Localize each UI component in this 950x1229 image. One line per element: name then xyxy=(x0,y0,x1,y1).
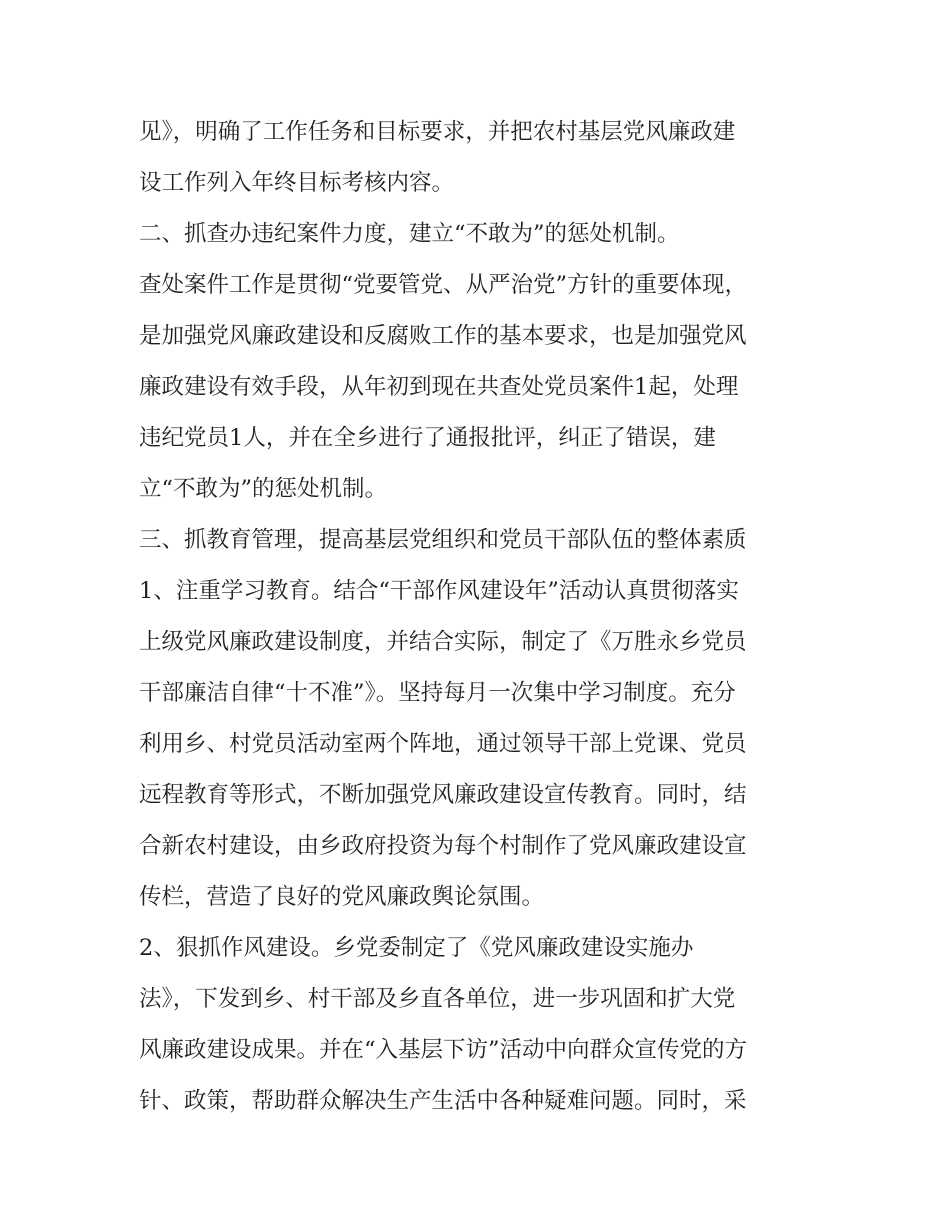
text-line: 干部廉洁自律“十不准”》。坚持每月一次集中学习制度。充分 xyxy=(139,680,736,706)
text-line: 查处案件工作是贯彻“党要管党、从严治党”方针的重要体现， xyxy=(139,272,748,298)
text-line: 利用乡、村党员活动室两个阵地，通过领导干部上党课、党员 xyxy=(139,731,747,757)
text-line: 远程教育等形式，不断加强党风廉政建设宣传教育。同时，结 xyxy=(139,782,747,808)
section-heading: 二、抓查办违纪案件力度，建立“不敢为”的惩处机制。 xyxy=(139,221,680,247)
text-line: 法》，下发到乡、村干部及乡直各单位，进一步巩固和扩大党 xyxy=(139,986,736,1012)
document-body xyxy=(139,107,814,1127)
text-line: 2、狠抓作风建设。乡党委制定了《党风廉政建设实施办 xyxy=(139,935,694,961)
section-heading: 三、抓教育管理，提高基层党组织和党员干部队伍的整体素质 xyxy=(139,527,747,553)
text-line: 立“不敢为”的惩处机制。 xyxy=(139,476,388,502)
text-line: 违纪党员1人，并在全乡进行了通报批评，纠正了错误，建 xyxy=(139,425,716,451)
text-line: 上级党风廉政建设制度，并结合实际，制定了《万胜永乡党员 xyxy=(139,629,747,655)
text-line: 合新农村建设，由乡政府投资为每个村制作了党风廉政建设宣 xyxy=(139,833,747,859)
text-line: 见》，明确了工作任务和目标要求，并把农村基层党风廉政建 xyxy=(139,119,736,145)
text-line: 针、政策，帮助群众解决生产生活中各种疑难问题。同时，采 xyxy=(139,1088,747,1114)
text-line: 廉政建设有效手段，从年初到现在共查处党员案件1起，处理 xyxy=(139,374,739,400)
text-line: 传栏，营造了良好的党风廉政舆论氛围。 xyxy=(139,884,545,910)
text-line: 风廉政建设成果。并在“入基层下访”活动中向群众宣传党的方 xyxy=(139,1037,748,1063)
text-line: 设工作列入年终目标考核内容。 xyxy=(139,170,455,196)
text-line: 是加强党风廉政建设和反腐败工作的基本要求，也是加强党风 xyxy=(139,323,747,349)
text-line: 1、注重学习教育。结合“干部作风建设年”活动认真贯彻落实 xyxy=(139,578,739,604)
